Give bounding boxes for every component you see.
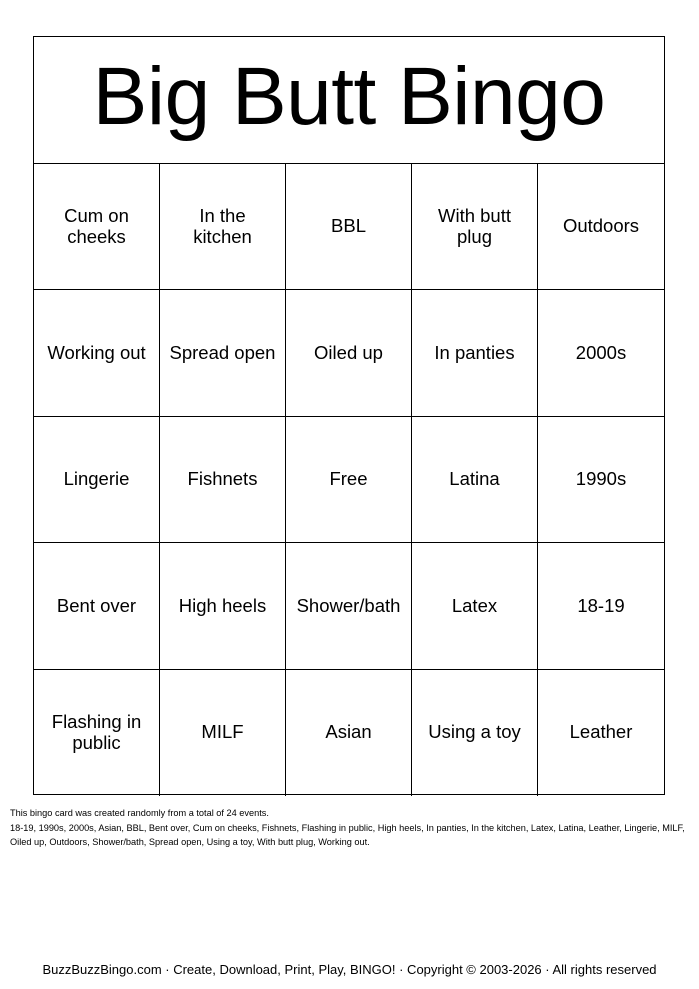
bingo-cell: Outdoors [538,164,664,290]
bingo-cell: Flashing in public [34,670,160,796]
footer-copyright: BuzzBuzzBingo.com · Create, Download, Print, Play, BINGO! · Copyright © 2003-2026 · All rights reserved [42,962,657,977]
bingo-cell: Latex [412,543,538,669]
bingo-grid [34,164,664,796]
bingo-cell: Oiled up [286,290,412,416]
title-row [34,37,664,164]
bingo-cell: 1990s [538,417,664,543]
bingo-cell: BBL [286,164,412,290]
bingo-cell: 2000s [538,290,664,416]
card-info [10,806,690,850]
bingo-cell: MILF [160,670,286,796]
bingo-cell: With butt plug [412,164,538,290]
bingo-cell: Working out [34,290,160,416]
free-space-cell: Free [286,417,412,543]
bingo-cell: Cum on cheeks [34,164,160,290]
bingo-cell: Fishnets [160,417,286,543]
bingo-cell: Lingerie [34,417,160,543]
event-list: 18-19, 1990s, 2000s, Asian, BBL, Bent over, Cum on cheeks, Fishnets, Flashing in public, High heels, In panties, In the kitchen, Latex, Latina, Leather, Lingerie, MILF, Oiled up, Outdoors, Shower/bath, Spread open, Using a toy, With butt plug, Working out. [10,822,685,847]
bingo-cell: In panties [412,290,538,416]
bingo-cell: Shower/bath [286,543,412,669]
bingo-cell: Spread open [160,290,286,416]
bingo-cell: Bent over [34,543,160,669]
bingo-cell: High heels [160,543,286,669]
bingo-cell: Using a toy [412,670,538,796]
bingo-card [33,36,665,795]
event-count-note: This bingo card was created randomly from a total of 24 events. [10,808,269,818]
card-title: Big Butt Bingo [92,51,606,142]
bingo-cell: Leather [569,721,633,743]
bingo-cell: Asian [286,670,412,796]
bingo-cell: 18-19 [538,543,664,669]
bingo-cell: Latina [412,417,538,543]
bingo-cell: In the kitchen [160,164,286,290]
